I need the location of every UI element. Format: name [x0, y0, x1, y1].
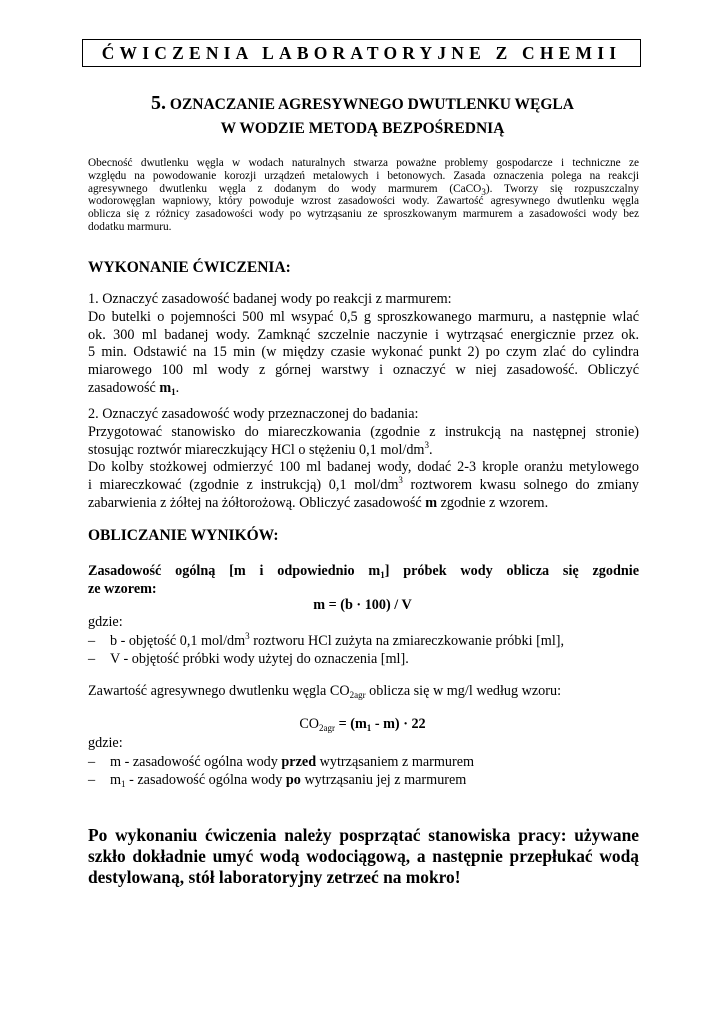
- intro-line: wodorowęglan wapniowy, który powoduje wzrost zasadowości wody. Zawartość agresywnego dwutlenku węgla: [88, 195, 639, 208]
- step2-line: Przygotować stanowisko do miareczkowania (zgodnie z instrukcją na następnej stronie): [88, 423, 639, 440]
- definition-m1: – $m_1$ - zasadowość ogólna wody po wytrząsaniu jej z marmurem: [88, 772, 467, 789]
- step1-paragraph: [88, 291, 639, 398]
- intro-line: agresywnego dwutlenku węgla z dodanym do wody marmurem (CaCO$_3$). Tworzy się rozpuszczalny: [88, 182, 639, 197]
- step2-paragraph: [88, 406, 639, 513]
- exercise-number: 5.: [151, 92, 167, 114]
- co2-intro: Zawartość agresywnego dwutlenku węgla $CO_{2agr}$ oblicza się w mg/l według wzoru:: [88, 683, 562, 700]
- step1-line: zasadowość $m_1$.: [88, 379, 180, 397]
- formula-co2: $CO_{2agr} = (m_1 - m) \cdot 22$: [299, 716, 426, 733]
- step1-line: 1. Oznaczyć zasadowość badanej wody po reakcji z marmurem:: [88, 291, 452, 307]
- cleanup-line: Po wykonaniu ćwiczenia należy posprzątać stanowiska pracy: używane: [88, 825, 639, 845]
- step2-line: i miareczkować (zgodnie z instrukcją) 0,1 mol/$dm^3$ roztworem kwasu solnego do zmiany: [88, 475, 639, 494]
- header-banner: [82, 39, 641, 67]
- header-title: ĆWICZENIA LABORATORYJNE Z CHEMII: [101, 43, 622, 63]
- step1-line: 5 min. Odstawić na 15 min (w między czasie wykonać punkt 2) po czym zlać do cylindra: [88, 344, 639, 361]
- step2-line: Do kolby stożkowej odmierzyć 100 ml badanej wody, dodać 2-3 krople oranżu metylowego: [88, 459, 639, 476]
- step1-line: Do butelki o pojemności 500 ml wsypać 0,5 g sproszkowanego marmuru, a następnie wlać: [88, 308, 639, 325]
- intro-line: oblicza się z różnicy zasadowości wody po wytrząsaniu ze sproszkowanym marmurem a zasadowości wody bez: [88, 208, 639, 221]
- intro-line: Obecność dwutlenku węgla w wodach naturalnych stwarza poważne problemy gospodarcze i techniczne ze: [88, 157, 639, 169]
- gdzie-label-2: gdzie:: [88, 735, 123, 751]
- section-heading-obliczanie: OBLICZANIE WYNIKÓW:: [88, 527, 279, 544]
- exercise-title-line2: W WODZIE METODĄ BEZPOŚREDNIĄ: [220, 120, 505, 137]
- definition-m: – m - zasadowość ogólna wody przed wytrząsaniem z marmurem: [88, 754, 475, 770]
- exercise-title-line1: [0, 94, 725, 114]
- cleanup-line: szkło dokładnie umyć wodą wodociągową, a następnie przepłukać wodą: [88, 846, 639, 866]
- formula1-intro-line: ze wzorem:: [88, 580, 157, 597]
- cleanup-line: destylowaną, stół laboratoryjny zetrzeć na mokro!: [88, 867, 461, 887]
- formula1-intro: [88, 563, 639, 599]
- exercise-title-text: OZNACZANIE AGRESYWNEGO DWUTLENKU WĘGLA: [169, 96, 574, 113]
- intro-line: względu na powodowanie korozji urządzeń metalowych i betonowych. Zasada oznaczenia polega na reakcji: [88, 169, 639, 182]
- gdzie-label-1: gdzie:: [88, 614, 123, 630]
- formula-alkalinity: m = (b · 100) / V: [313, 597, 412, 613]
- step1-line: miarowego 100 ml wody z górnej warstwy i oznaczyć w niej zasadowość. Obliczyć: [88, 362, 639, 379]
- step2-line: stosując roztwór miareczkujący HCl o stężeniu 0,1 mol/$dm^3$.: [88, 439, 433, 458]
- definition-v: – V - objętość próbki wody użytej do oznaczenia [ml].: [88, 651, 409, 667]
- definition-b: – b - objętość 0,1 mol/$dm^3$ roztworu HCl zużyta na zmiareczkowanie próbki [ml],: [88, 631, 565, 649]
- cleanup-notice: [88, 825, 639, 888]
- step2-line: zabarwienia z żółtej na żółtorożową. Obliczyć zasadowość m zgodnie z wzorem.: [88, 494, 549, 511]
- intro-line: dodatku marmuru.: [88, 220, 172, 233]
- step1-line: ok. 300 ml badanej wody. Zamknąć szczelnie naczynie i wytrząsać energicznie przez ok.: [88, 326, 639, 343]
- section-heading-wykonanie: WYKONANIE ĆWICZENIA:: [88, 259, 291, 276]
- step2-line: 2. Oznaczyć zasadowość wody przeznaczonej do badania:: [88, 406, 419, 422]
- intro-paragraph: [88, 157, 639, 234]
- formula1-intro-line: Zasadowość ogólną [m i odpowiednio $m_1$] próbek wody oblicza się zgodnie: [88, 563, 640, 580]
